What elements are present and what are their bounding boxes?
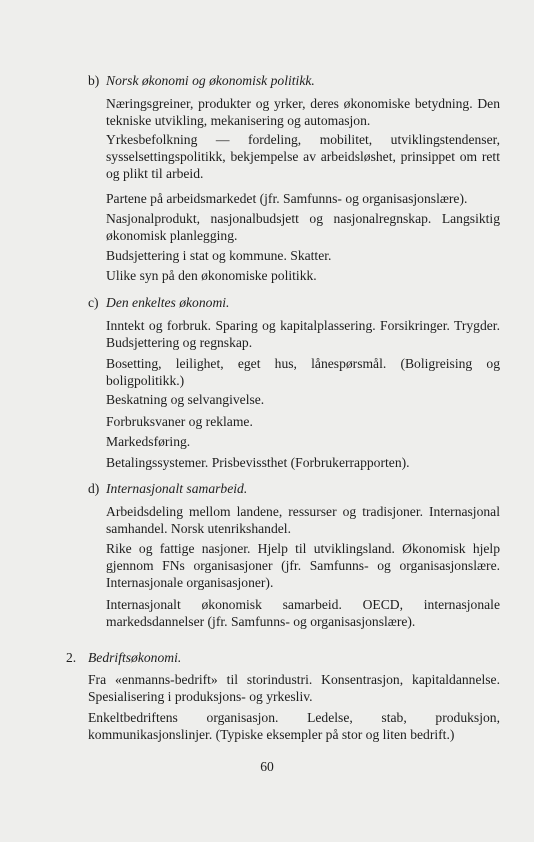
section-d-heading — [88, 480, 247, 497]
section-b-paragraph-3: Partene på arbeidsmarkedet (jfr. Samfunns- og organisasjonslære). — [106, 191, 468, 206]
section-b-title: Norsk økonomi og økonomisk politikk. — [106, 73, 315, 88]
section-2-paragraph-2: Enkeltbedriftens organisasjon. Ledelse, stab, produksjon, kommunikasjonslinjer. (Typiske eksempler på stor og liten bedrift.) — [88, 710, 500, 743]
section-c-paragraph-4: Forbruksvaner og reklame. — [106, 414, 253, 429]
section-c-paragraph-1: Inntekt og forbruk. Sparing og kapitalplassering. Forsikringer. Trygder. Budsjettering og regnskap. — [106, 318, 500, 351]
section-2-marker: 2. — [66, 650, 77, 665]
section-2-paragraph-1: Fra «enmanns-bedrift» til storindustri. Konsentrasjon, kapitaldannelse. Spesialisering i produksjons- og yrkesliv. — [88, 672, 500, 705]
section-c-paragraph-5: Markedsføring. — [106, 434, 191, 449]
section-b-paragraph-6: Ulike syn på den økonomiske politikk. — [106, 268, 317, 283]
section-2-heading — [66, 649, 181, 666]
section-b-marker: b) — [88, 73, 100, 88]
section-c-paragraph-6: Betalingssystemer. Prisbevissthet (Forbrukerrapporten). — [106, 455, 410, 470]
section-c-marker: c) — [88, 295, 99, 310]
section-c-heading — [88, 294, 229, 311]
section-d-title: Internasjonalt samarbeid. — [106, 481, 248, 496]
section-b-paragraph-5: Budsjettering i stat og kommune. Skatter. — [106, 248, 332, 263]
page-number: 60 — [260, 759, 274, 774]
section-d-paragraph-2: Rike og fattige nasjoner. Hjelp til utviklingsland. Økonomisk hjelp gjennom FNs organisasjoner (jfr. Samfunns- og organisasjonslære. Internasjonale organisasjoner). — [106, 541, 500, 591]
section-d-paragraph-1: Arbeidsdeling mellom landene, ressurser og tradisjoner. Internasjonal samhandel. Norsk utenrikshandel. — [106, 504, 500, 537]
section-c-paragraph-2: Bosetting, leilighet, eget hus, lånespørsmål. (Boligreising og boligpolitikk.) — [106, 356, 500, 389]
section-b-paragraph-4: Nasjonalprodukt, nasjonalbudsjett og nasjonalregnskap. Langsiktig økonomisk planlegging. — [106, 211, 500, 244]
section-d-paragraph-3: Internasjonalt økonomisk samarbeid. OECD, internasjonale markedsdannelser (jfr. Samfunns- og organisasjonslære). — [106, 597, 500, 630]
section-c-title: Den enkeltes økonomi. — [106, 295, 230, 310]
section-b-paragraph-2: Yrkesbefolkning — fordeling, mobilitet, utviklingstendenser, sysselsettingspolitikk, bekjempelse av arbeidsløshet, prinsippet om rett og plikt til arbeid. — [106, 132, 500, 182]
section-d-marker: d) — [88, 481, 100, 496]
section-b-heading — [88, 72, 315, 89]
section-c-paragraph-3: Beskatning og selvangivelse. — [106, 392, 265, 407]
section-b-paragraph-1: Næringsgreiner, produkter og yrker, deres økonomiske betydning. Den tekniske utvikling, mekanisering og automasjon. — [106, 96, 500, 129]
section-2-title: Bedriftsøkonomi. — [88, 650, 182, 665]
